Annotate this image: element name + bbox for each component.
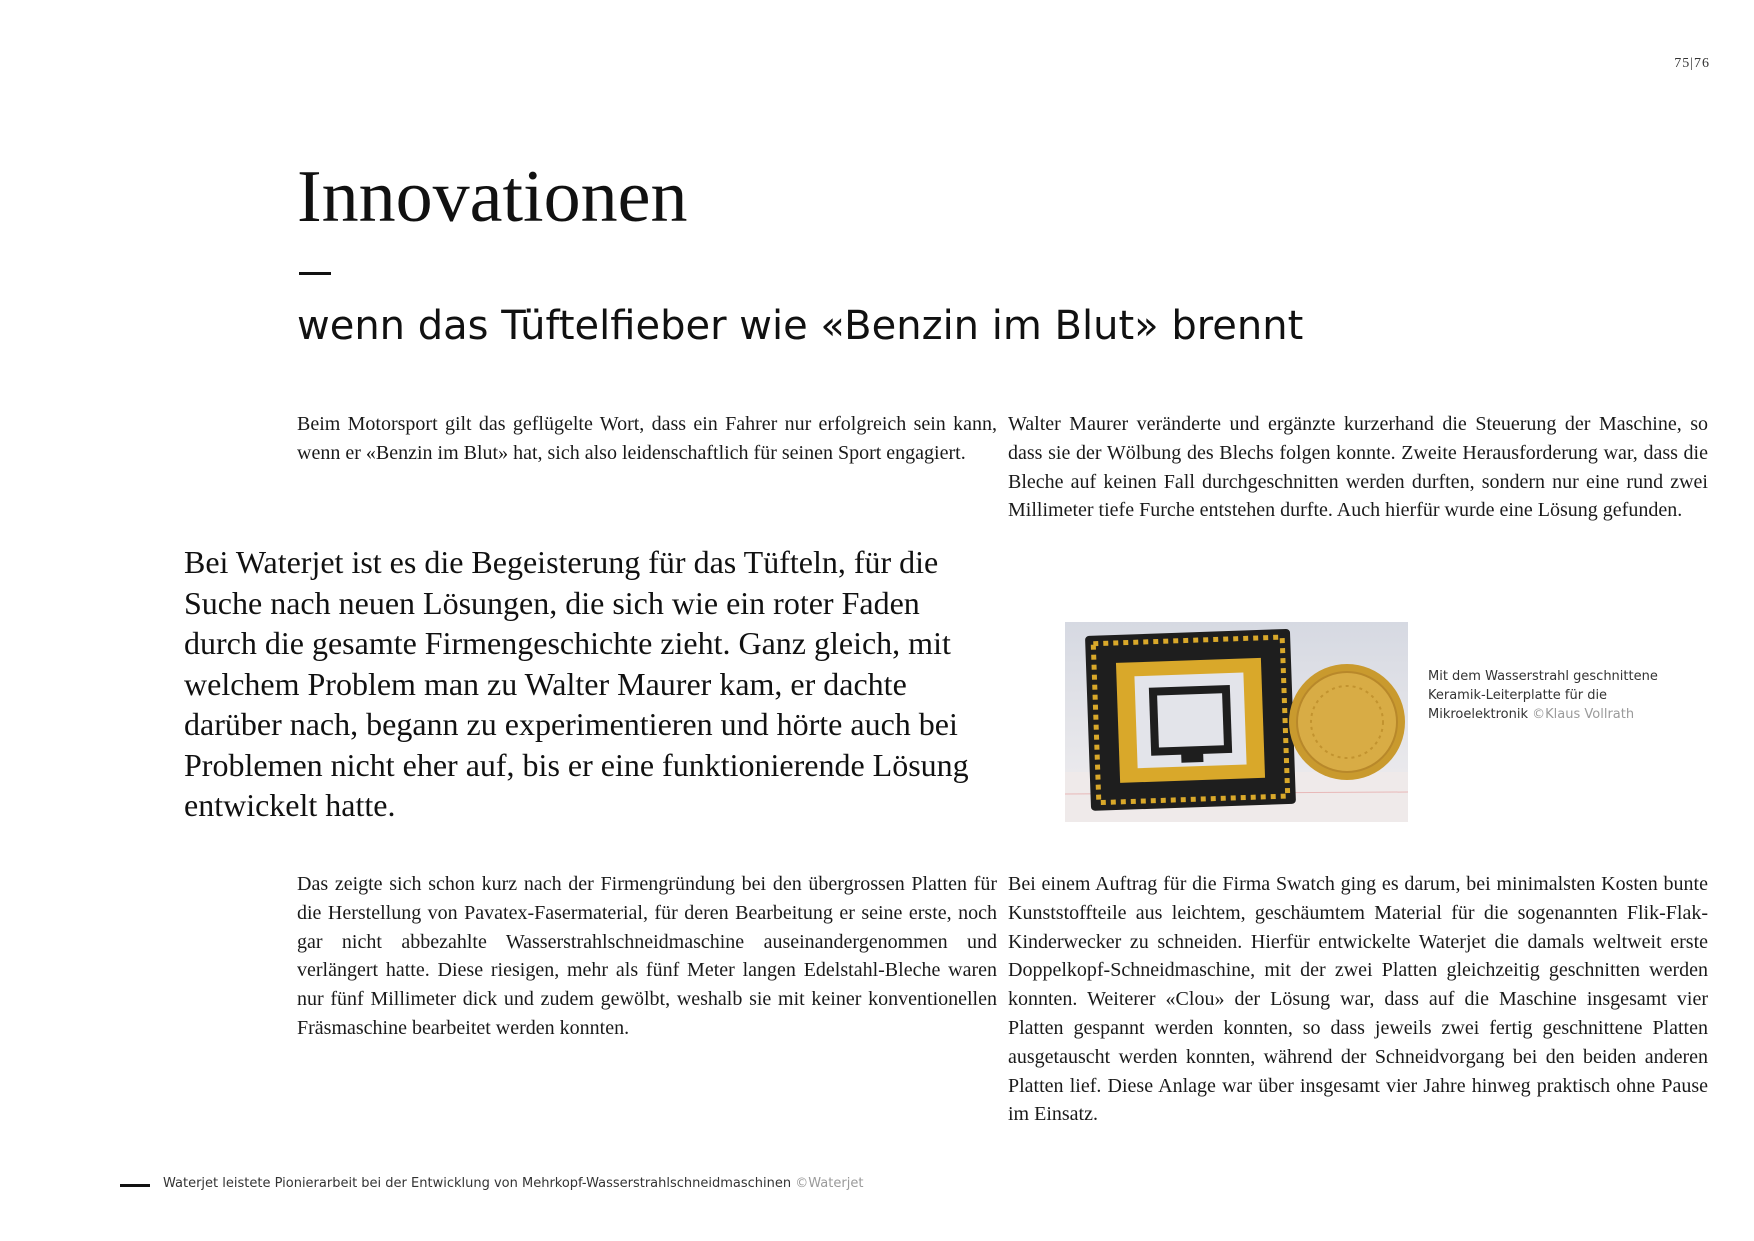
photo-caption xyxy=(1428,667,1708,724)
page-subtitle: wenn das Tüftelfieber wie «Benzin im Blut» brennt xyxy=(297,303,1304,349)
footer-caption-text: Waterjet leistete Pionierarbeit bei der Entwicklung von Mehrkopf-Wasserstrahlschneidmaschinen xyxy=(163,1176,792,1191)
intro-paragraph: Beim Motorsport gilt das geflügelte Wort, dass ein Fahrer nur erfolgreich sein kann, wenn er «Benzin im Blut» hat, sich also leidenschaftlich für seinen Sport engagiert. xyxy=(297,413,997,464)
footer-caption-rule xyxy=(120,1184,150,1187)
right-column-paragraph-2: Bei einem Auftrag für die Firma Swatch ging es darum, bei minimalsten Kosten bunte Kunststoffteile aus leichtem, geschäumtem Material für die sogenannten Flik-Flak-Kinderwecker zu schneiden. Hierfür entwickelte Waterjet die damals weltweit erste Doppelkopf-Schneidmaschine, mit der zwei Platten gleichzeitig geschnitten werden konnten. Weiterer «Clou» der Lösung war, dass auf die Maschine insgesamt vier Platten gespannt werden konnten, so dass jeweils zwei fertig geschnittene Platten ausgetauscht werden konnten, während der Schneidvorgang bei den beiden anderen Platten lief. Diese Anlage war über insgesamt vier Jahre hinweg praktisch ohne Pause im Einsatz. xyxy=(1008,873,1708,1126)
page-number: 75|76 xyxy=(1674,56,1710,71)
circuit-board-illustration xyxy=(1065,622,1408,822)
right-column-paragraph-1: Walter Maurer veränderte und ergänzte kurzerhand die Steuerung der Maschine, so dass sie der Wölbung des Blechs folgen konnte. Zweite Herausforderung war, dass die Bleche auf keinen Fall durchgeschnitten werden durften, sondern nur eine rund zwei Millimeter tiefe Furche entstehen durfte. Auch hierfür wurde eine Lösung gefunden. xyxy=(1008,413,1708,522)
circuit-board-photo xyxy=(1065,622,1408,822)
footer-caption xyxy=(163,1174,863,1194)
pull-quote: Bei Waterjet ist es die Begeisterung für das Tüfteln, für die Suche nach neuen Lösungen, die sich wie ein roter Faden durch die gesamte Firmengeschichte zieht. Ganz gleich, mit welchem Problem man zu Walter Maurer kam, er dachte darüber nach, begann zu experimentieren und hörte auch bei Problemen nicht eher auf, bis er eine funktionierende Lösung entwickelt hatte. xyxy=(184,544,969,823)
footer-caption-credit: ©Waterjet xyxy=(795,1176,864,1191)
title-dash xyxy=(299,272,331,275)
photo-caption-credit: ©Klaus Vollrath xyxy=(1532,707,1635,722)
photo-caption-text: Mit dem Wasserstrahl geschnittene Keramik-Leiterplatte für die Mikroelektronik xyxy=(1428,669,1658,722)
page-title: Innovationen xyxy=(297,156,688,238)
left-column-paragraph-2: Das zeigte sich schon kurz nach der Firmengründung bei den übergrossen Platten für die Herstellung von Pavatex-Fasermaterial, für deren Bearbeitung er seine erste, noch gar nicht abbezahlte Wasserstrahlschneidmaschine auseinandergenommen und verlängert hatte. Diese riesigen, mehr als fünf Meter langen Edelstahl-Bleche waren nur fünf Millimeter dick und zudem gewölbt, weshalb sie mit keiner konventionellen Fräsmaschine bearbeitet werden konnten. xyxy=(297,873,997,1039)
